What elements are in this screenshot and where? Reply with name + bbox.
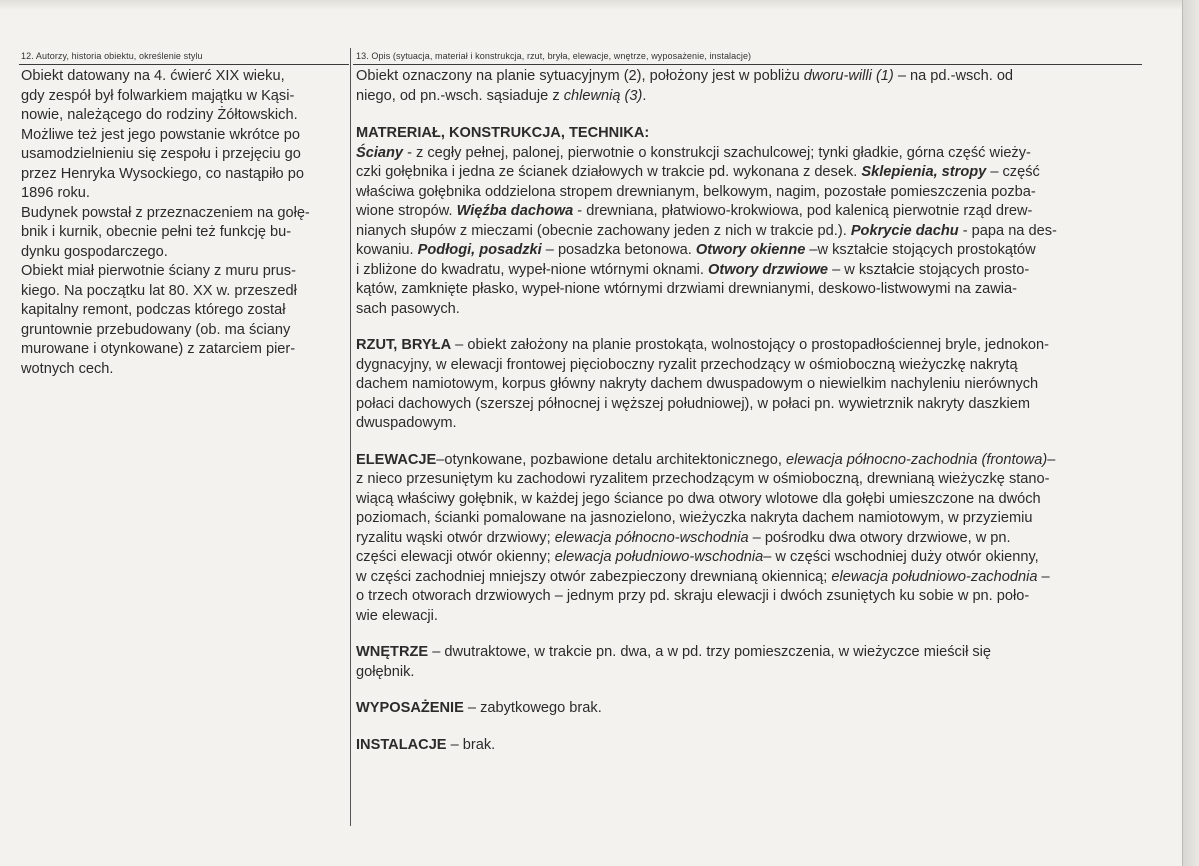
elewacje-line: z nieco przesuniętym ku zachodowi ryzalitem przechodzącym w ośmioboczną, drewnianą wieżyczkę stano- xyxy=(356,471,1050,487)
text-run: . xyxy=(642,87,647,104)
text-run: – dwutraktowe, w trakcie pn. dwa, a w pd. trzy pomieszczenia, w wieżyczce mieścił się xyxy=(428,644,992,660)
text-run-bold-italic: Więźba dachowa xyxy=(456,203,574,219)
elewacje-line: wie elewacji. xyxy=(356,607,438,624)
text-run-bold-italic: Otwory drzwiowe xyxy=(708,261,829,278)
text-run: – na pd.-wsch. od xyxy=(893,68,1014,84)
text-run: – pośrodku dwa otwory drzwiowe, w pn. xyxy=(748,529,1011,546)
section-label: WNĘTRZE xyxy=(356,644,429,660)
history-line: Obiekt miał pierwotnie ściany z muru prus- xyxy=(21,263,296,279)
history-line: kiego. Na początku lat 80. XX w. przeszedł xyxy=(21,282,297,299)
text-run-italic: elewacja południowo-wschodnia xyxy=(554,549,764,565)
text-run: - drewniana, płatwiowo-krokwiowa, pod kalenicą pierwotnie rząd drew- xyxy=(573,203,1033,219)
rzut-line xyxy=(356,336,1146,356)
wnetrze-line xyxy=(356,643,1146,663)
history-line: bnik i kurnik, obecnie pełni też funkcję bu- xyxy=(21,224,292,240)
history-line: gruntownie przebudowany (ob. ma ściany xyxy=(21,321,291,338)
text-run: wione stropów. xyxy=(356,203,457,219)
column-divider xyxy=(350,48,351,826)
rzut-line: dwuspadowym. xyxy=(356,415,457,431)
history-text xyxy=(21,67,347,379)
text-run-bold-italic: Podłogi, posadzki xyxy=(417,242,542,258)
materials-line: sach pasowych. xyxy=(356,300,460,317)
elewacje-line xyxy=(356,568,1146,588)
history-line: kapitalny remont, podczas którego został xyxy=(21,302,286,318)
text-run-bold-italic: Otwory okienne xyxy=(695,242,806,258)
section-label: RZUT, BRYŁA xyxy=(356,337,452,353)
materials-line: kątów, zamknięte płasko, wypeł-nione wtórnymi drzwiami drewnianymi, deskowo-listwowymi na zawia- xyxy=(356,281,1018,297)
history-line: 1896 roku. xyxy=(21,185,90,201)
history-line: usamodzielnieniu się zespołu i przejęciu go xyxy=(21,146,301,162)
history-line: dynku gospodarczego. xyxy=(21,243,168,260)
text-run: – xyxy=(1037,568,1050,585)
materials-line xyxy=(356,222,1146,242)
elewacje-line xyxy=(356,548,1146,568)
text-run: –otynkowane, pozbawione detalu architektonicznego, xyxy=(436,451,786,468)
text-run-bold-italic: Sklepienia, stropy xyxy=(861,164,987,180)
text-run: czki gołębnika i jedna ze ścianek działowych w trakcie pd. wykonana z desek. xyxy=(356,164,862,180)
materials-line xyxy=(356,241,1146,261)
text-run: niego, od pn.-wsch. sąsiaduje z xyxy=(356,87,564,104)
text-run: –w kształcie stojących prostokątów xyxy=(805,242,1036,258)
intro-line xyxy=(356,87,1146,107)
history-line: Obiekt datowany na 4. ćwierć XIX wieku, xyxy=(21,68,285,84)
text-run: ryzalitu wąski otwór drzwiowy; xyxy=(356,529,555,546)
rzut-line: połaci dachowych (szerszej północnej i węższej południowej), w połaci pn. wywietrznik nakryty daszkiem xyxy=(356,395,1031,412)
wnetrze-line: gołębnik. xyxy=(356,663,415,680)
text-run-italic: chlewnią (3) xyxy=(563,87,643,104)
text-run-italic: elewacja południowo-zachodnia xyxy=(831,568,1038,585)
text-run-italic: dworu-willi (1) xyxy=(803,68,894,84)
text-run: - papa na des- xyxy=(958,222,1057,239)
history-line: gdy zespół był folwarkiem majątku w Kąsi- xyxy=(21,87,295,104)
rzut-line: dygnacyjny, w elewacji frontowej pięcioboczny ryzalit przechodzący w ośmioboczną wieżyczkę nakrytą xyxy=(356,356,1018,373)
materials-line xyxy=(356,261,1146,281)
text-run: – obiekt założony na planie prostokąta, wolnostojący o prostopadłościennej bryle, jednokon- xyxy=(451,337,1050,353)
history-line: Możliwe też jest jego powstanie wkrótce po xyxy=(21,126,301,143)
text-run: – w kształcie stojących prosto- xyxy=(828,261,1030,278)
section-label: WYPOSAŻENIE xyxy=(356,700,464,716)
rzut-line: dachem namiotowym, korpus główny nakryty dachem dwuspadowym o niewielkim nachyleniu nierównych xyxy=(356,376,1039,392)
instalacje-line xyxy=(356,736,1146,756)
text-run-italic: elewacja północno-zachodnia (frontowa) xyxy=(785,451,1048,468)
elewacje-line xyxy=(356,529,1146,549)
history-line: nowie, należącego do rodziny Żółtowskich. xyxy=(21,107,298,123)
history-line: przez Henryka Wysockiego, co nastąpiło po xyxy=(21,165,304,182)
text-run-italic: elewacja północno-wschodnia xyxy=(554,529,749,546)
text-run: Obiekt oznaczony na planie sytuacyjnym (2), położony jest w pobliżu xyxy=(356,68,804,84)
text-run: części elewacji otwór okienny; xyxy=(356,549,555,565)
text-run-bold-italic: Ściany xyxy=(356,144,404,161)
history-line: wotnych cech. xyxy=(21,360,114,377)
elewacje-line: poziomach, ścianki pomalowane na jasnozielono, wieżyczka nakryta dachem namiotowym, w przyziemiu xyxy=(356,510,1033,526)
elewacje-line: wiącą właściwy gołębnik, w każdej jego ściance po dwa otwory wlotowe dla gołębi umieszczone na dwóch xyxy=(356,490,1041,507)
text-run: – posadzka betonowa. xyxy=(541,242,696,258)
history-line: Budynek powstał z przeznaczeniem na gołę- xyxy=(21,204,310,221)
text-run: - z cegły pełnej, palonej, pierwotnie o konstrukcji szachulcowej; tynki gładkie, górna część wieży- xyxy=(403,144,1031,161)
text-run: – brak. xyxy=(446,736,496,753)
description-text xyxy=(356,67,1146,755)
left-column-header: 12. Autorzy, historia obiektu, określenie stylu xyxy=(21,51,203,61)
section-label: INSTALACJE xyxy=(356,736,447,753)
materials-line xyxy=(356,202,1146,222)
text-run: – zabytkowego brak. xyxy=(463,700,602,716)
right-header-rule xyxy=(353,64,1142,65)
wyposazenie-line xyxy=(356,699,1146,719)
elewacje-line: o trzech otworach drzwiowych – jednym przy pd. skraju elewacji i dwóch zsuniętych ku sobie w pn. poło- xyxy=(356,588,1030,604)
left-header-rule xyxy=(19,64,349,65)
text-run-bold-italic: Pokrycie dachu xyxy=(850,222,959,239)
intro-line xyxy=(356,67,1146,87)
scan-edge-right xyxy=(1182,0,1199,866)
text-run: kowaniu. xyxy=(356,242,418,258)
text-run: w części zachodniej mniejszy otwór zabezpieczony drewnianą okiennicą; xyxy=(356,568,832,585)
section-label: ELEWACJE xyxy=(356,451,437,468)
scan-edge-top xyxy=(0,0,1199,10)
right-column-header: 13. Opis (sytuacja, materiał i konstrukcja, rzut, bryła, elewacje, wnętrze, wyposażenie, instalacje) xyxy=(356,51,752,61)
text-run: i zbliżone do kwadratu, wypeł-nione wtórnymi oknami. xyxy=(356,261,709,278)
elewacje-line xyxy=(356,451,1146,471)
history-line: murowane i otynkowane) z zatarciem pier- xyxy=(21,341,296,357)
text-run: – część xyxy=(986,164,1040,180)
text-run: – xyxy=(1047,451,1056,468)
text-run: – w części wschodniej duży otwór okienny, xyxy=(763,549,1039,565)
materials-line xyxy=(356,144,1146,164)
materials-line xyxy=(356,163,1146,183)
materials-heading: MATRERIAŁ, KONSTRUKCJA, TECHNIKA: xyxy=(356,125,650,141)
text-run: nianych słupów z mieczami (obecnie zachowany jeden z nich w trakcie pd.). xyxy=(356,222,851,239)
materials-line: właściwa gołębnika oddzielona stropem drewnianym, belkowym, nagim, pozostałe pomieszczenia pozba- xyxy=(356,183,1036,200)
